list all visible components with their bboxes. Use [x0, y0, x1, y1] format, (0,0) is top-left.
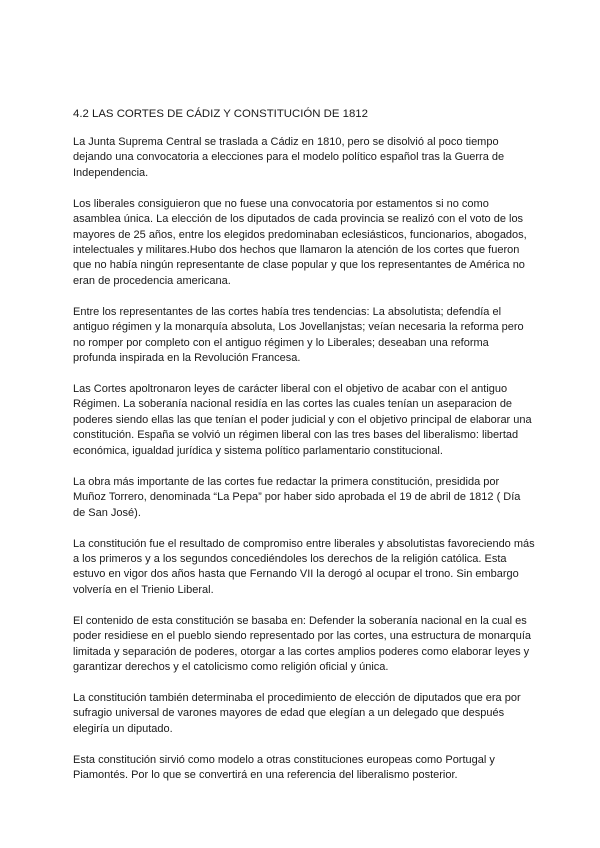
document-body	[73, 106, 535, 799]
paragraph-tendencias: Entre los representantes de las cortes había tres tendencias: La absolutista; defendía el antiguo régimen y la monarquía absoluta, Los Jovellanjstas; veían necesaria la reforma pero no romper por completo con el antiguo régimen y lo Liberales; deseaban una reforma profunda inspirada en la Revolución Francesa.	[73, 305, 524, 365]
paragraph-modelo: Esta constitución sirvió como modelo a otras constituciones europeas como Portugal y Piamontés. Por lo que se convertirá en una referencia del liberalismo posterior.	[73, 753, 495, 782]
paragraph-liberales: Los liberales consiguieron que no fuese una convocatoria por estamentos si no como asamblea única. La elección de los diputados de cada provincia se realizó con el voto de los mayores de 25 años, entre los elegidos predominaban eclesiásticos, funcionarios, abogados, intelectuales y militares.Hubo dos hechos que llamaron la atención de los cortes que fueron que no había ningún representante de clase popular y que los representantes de América no eran de procedencia americana.	[73, 197, 527, 287]
paragraph-la-pepa: La obra más importante de las cortes fue redactar la primera constitución, presidida por Muñoz Torrero, denominada “La Pepa” por haber sido aprobada el 19 de abril de 1812 ( Día de San José).	[73, 475, 521, 519]
paragraph-contenido: El contenido de esta constitución se basaba en: Defender la soberanía nacional en la cual es poder residiese en el pueblo siendo representado por las cortes, una estructura de monarquía limitada y separación de poderes, otorgar a las cortes amplios poderes como elaborar leyes y garantizar derechos y el catolicismo como religión oficial y única.	[73, 614, 532, 673]
paragraph-junta-suprema: La Junta Suprema Central se traslada a Cádiz en 1810, pero se disolvió al poco tiempo dejando una convocatoria a elecciones para el modelo político español tras la Guerra de Independencia.	[73, 136, 505, 179]
paragraph-eleccion: La constitución también determinaba el procedimiento de elección de diputados que era por sufragio universal de varones mayores de edad que elegían a un delegado que después elegiría un diputado.	[73, 691, 521, 735]
paragraph-compromiso: La constitución fue el resultado de compromiso entre liberales y absolutistas favoreciendo más a los primeros y a los segundos concediéndoles los derechos de la religión católica. Esta estuvo en vigor dos años hasta que Fernando VII la derogó al ocupar el trono. Sin embargo volvería en el Trienio Liberal.	[73, 537, 535, 596]
paragraph-leyes-liberales: Las Cortes apoltronaron leyes de carácter liberal con el objetivo de acabar con el antiguo Régimen. La soberanía nacional residía en las cortes las cuales tenían un aseparacion de poderes siendo ellas las que tenían el poder judicial y con el objetivo principal de elaborar una constitución. España se volvió un régimen liberal con las tres bases del liberalismo: libertad económica, igualdad jurídica y sistema político parlamentario constitucional.	[73, 383, 532, 457]
section-title: 4.2 LAS CORTES DE CÁDIZ Y CONSTITUCIÓN DE 1812	[73, 108, 368, 120]
